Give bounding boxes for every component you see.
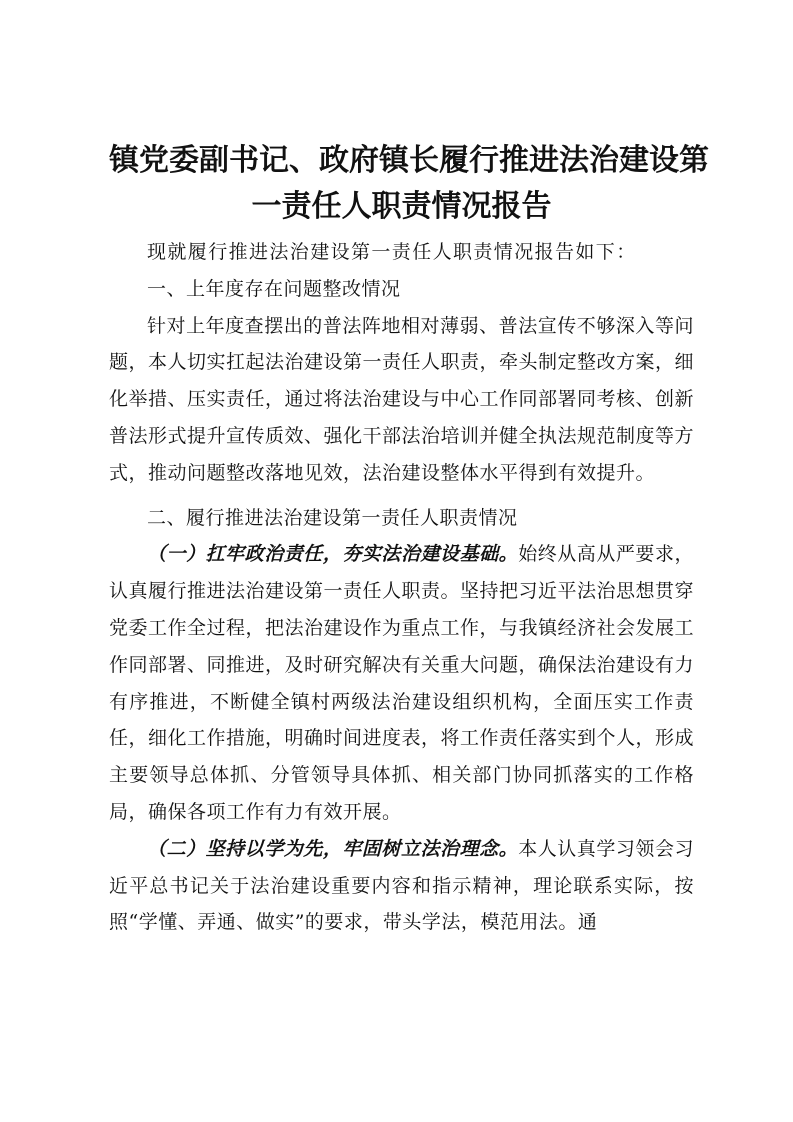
section-1-paragraph: 针对上年度查摆出的普法阵地相对薄弱、普法宣传不够深入等问题，本人切实扛起法治建设第一责任人职责，牵头制定整改方案，细化举措、压实责任，通过将法治建设与中心工作同部署同考核、创新普法形式提升宣传质效、强化干部法治培训并健全执法规范制度等方式，推动问题整改落地见效，法治建设整体水平得到有效提升。 (109, 314, 695, 484)
document-title-line-2: 一责任人职责情况报告 (251, 189, 552, 224)
item-2-paragraph (109, 831, 694, 941)
item-1-body: 始终从高从严要求，认真履行推进法治建设第一责任人职责。坚持把习近平法治思想贯穿党委工作全过程，把法治建设作为重点工作，与我镇经济社会发展工作同部署、同推进，及时研究解决有关重大问题，确保法治建设有力有序推进，不断健全镇村两级法治建设组织机构，全面压实工作责任，细化工作措施，明确时间进度表，将工作责任落实到个人，形成主要领导总体抓、分管领导具体抓、相关部门协同抓落实的工作格局，确保各项工作有力有效开展。 (109, 543, 695, 823)
section-2-heading: 二、履行推进法治建设第一责任人职责情况 (147, 506, 518, 529)
item-1-paragraph (109, 536, 694, 830)
paragraph-spacer (109, 492, 694, 500)
item-2-body: 本人认真学习领会习近平总书记关于法治建设重要内容和指示精神，理论联系实际，按照“学懂、弄通、做实”的要求，带头学法，模范用法。通 (109, 837, 694, 934)
item-1-lead: （一）扛牢政治责任，夯实法治建设基础。 (147, 543, 519, 566)
document-title-line-1: 镇党委副书记、政府镇长履行推进法治建设第 (109, 143, 709, 178)
item-2-lead: （二）坚持以学为先，牢固树立法治理念。 (147, 837, 519, 860)
document-title (109, 138, 709, 230)
section-1-heading: 一、上年度存在问题整改情况 (147, 277, 401, 300)
document-page (109, 138, 709, 941)
intro-paragraph: 现就履行推进法治建设第一责任人职责情况报告如下： (147, 241, 637, 263)
